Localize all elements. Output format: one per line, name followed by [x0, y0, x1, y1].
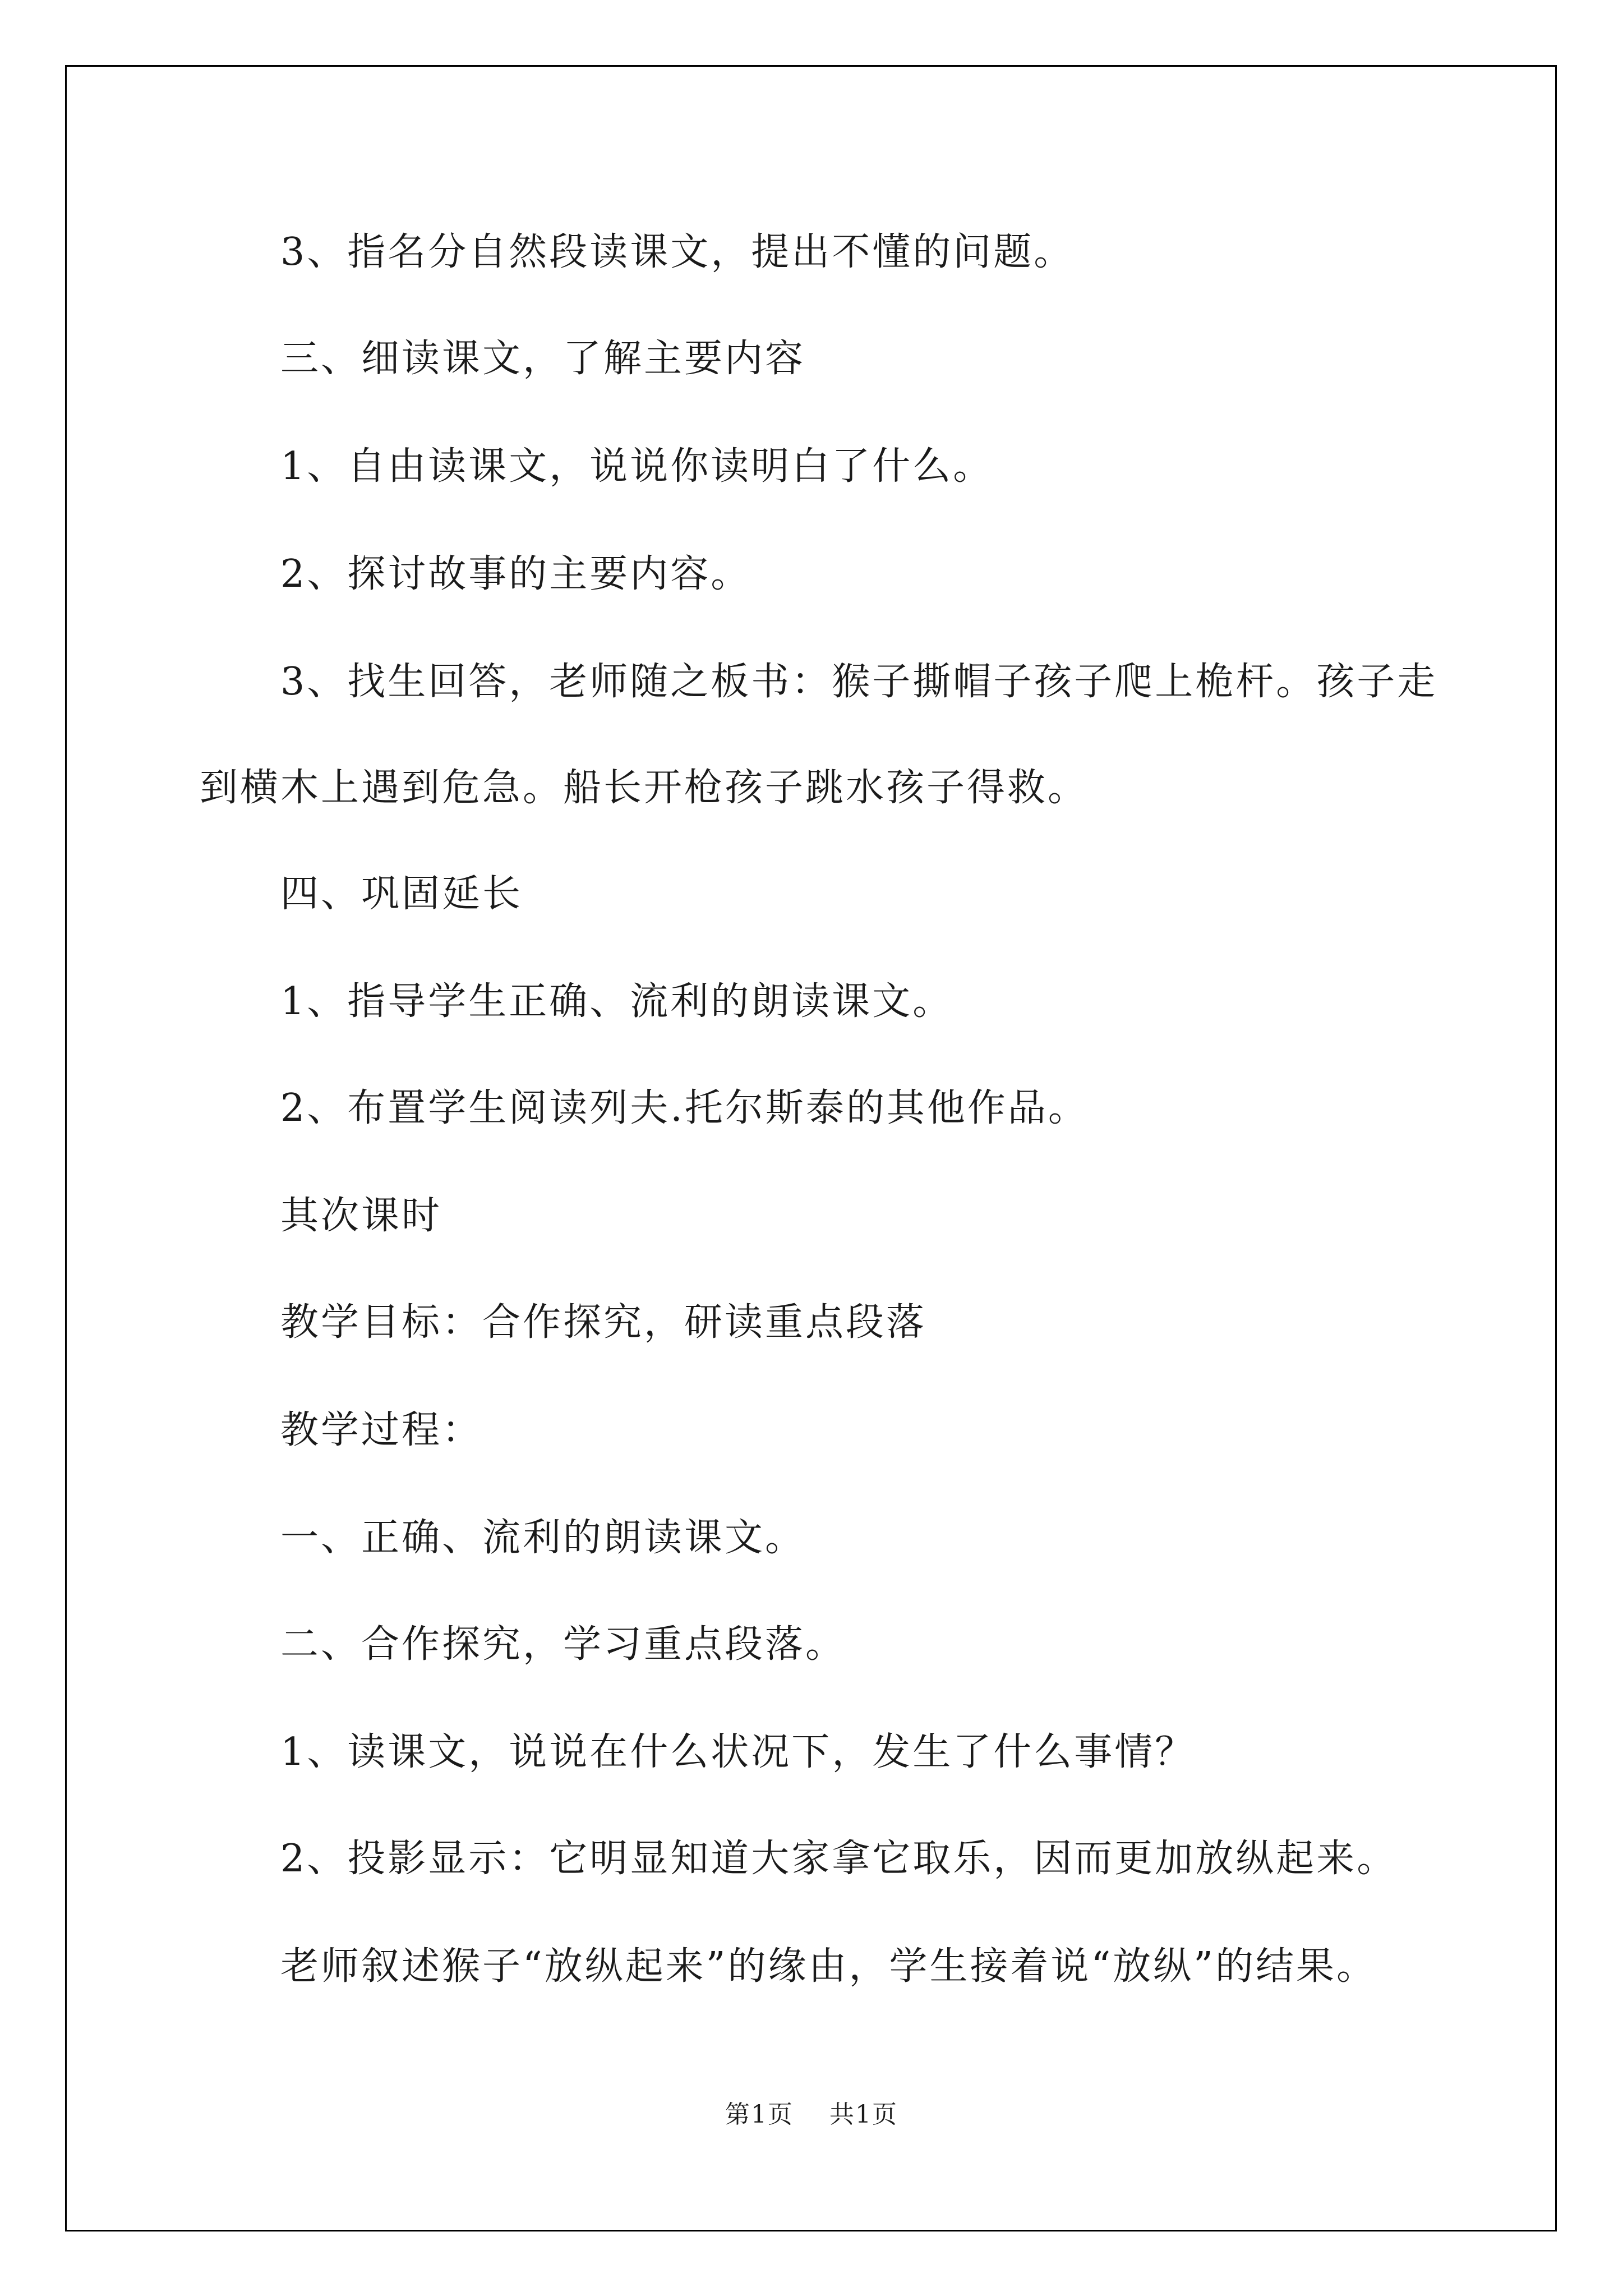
- section-heading: 三、细读课文，了解主要内容: [280, 337, 806, 381]
- paragraph-line: 1、自由读课文，说说你读明白了什么。: [280, 444, 994, 489]
- paragraph-line: 3、指名分自然段读课文，提出不懂的问题。: [280, 230, 1075, 274]
- paragraph-line: 3、找生回答，老师随之板书：猴子撕帽子孩子爬上桅杆。孩子走: [280, 660, 1438, 704]
- page-number: 第1页: [725, 2100, 794, 2129]
- section-heading: 其次课时: [280, 1194, 442, 1238]
- page-total: 共1页: [829, 2100, 898, 2129]
- section-heading: 二、合作探究，学习重点段落。: [280, 1622, 846, 1667]
- paragraph-line: 教学过程：: [280, 1408, 483, 1452]
- paragraph-line: 1、指导学生正确、流利的朗读课文。: [280, 979, 953, 1024]
- section-heading: 四、巩固延长: [280, 872, 523, 916]
- paragraph-line-continued: 到横木上遇到危急。船长开枪孩子跳水孩子得救。: [200, 766, 1089, 810]
- paragraph-line: 1、读课文，说说在什么状况下，发生了什么事情？: [280, 1730, 1196, 1774]
- paragraph-line: 2、投影显示：它明显知道大家拿它取乐，因而更加放纵起来。: [280, 1837, 1398, 1881]
- section-heading: 一、正确、流利的朗读课文。: [280, 1516, 806, 1560]
- paragraph-line: 2、探讨故事的主要内容。: [280, 552, 751, 596]
- paragraph-line: 老师叙述猴子“放纵起来”的缘由，学生接着说“放纵”的结果。: [280, 1944, 1377, 1989]
- paragraph-line: 2、布置学生阅读列夫.托尔斯泰的其他作品。: [280, 1086, 1089, 1130]
- paragraph-line: 教学目标：合作探究，研读重点段落: [280, 1300, 927, 1345]
- page-border: [65, 65, 1557, 2231]
- page-footer: [0, 2098, 1623, 2132]
